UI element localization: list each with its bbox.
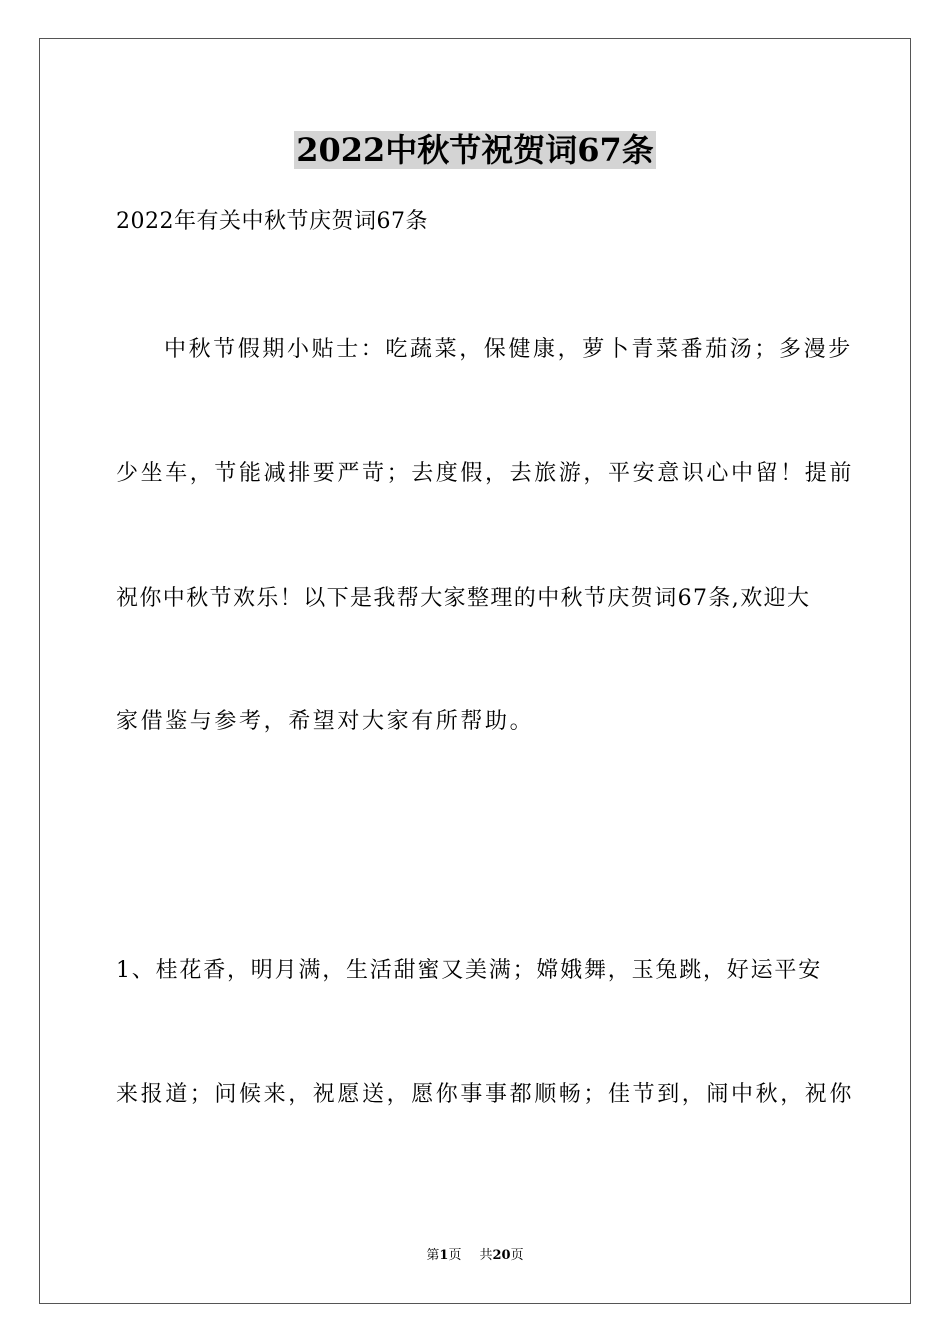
paragraph-line: 少坐车，节能减排要严苛；去度假，去旅游，平安意识心中留！提前 xyxy=(116,461,855,486)
document-title-text: 2022中秋节祝贺词67条 xyxy=(296,131,654,169)
document-title xyxy=(0,128,950,172)
paragraph-line: 祝你中秋节欢乐！以下是我帮大家整理的中秋节庆贺词67条,欢迎大 xyxy=(116,586,811,611)
paragraph-line: 1、桂花香，明月满，生活甜蜜又美满；嫦娥舞，玉兔跳，好运平安 xyxy=(116,958,822,983)
footer-page-total: 20 xyxy=(492,1248,511,1263)
footer-total-label: 页 xyxy=(510,1248,524,1263)
footer-page-current: 1 xyxy=(439,1248,449,1263)
document-subtitle: 2022年有关中秋节庆贺词67条 xyxy=(116,209,428,234)
page-footer xyxy=(0,1247,950,1265)
paragraph-line: 中秋节假期小贴士：吃蔬菜，保健康，萝卜青菜番茄汤；多漫步 xyxy=(164,337,853,362)
footer-page-label: 页 xyxy=(448,1248,462,1263)
footer-page-prefix: 第 xyxy=(426,1248,440,1263)
paragraph-line: 家借鉴与参考，希望对大家有所帮助。 xyxy=(116,709,535,734)
footer-total-prefix: 共 xyxy=(479,1248,493,1263)
paragraph-line: 来报道；问候来，祝愿送，愿你事事都顺畅；佳节到，闹中秋，祝你 xyxy=(116,1082,855,1107)
